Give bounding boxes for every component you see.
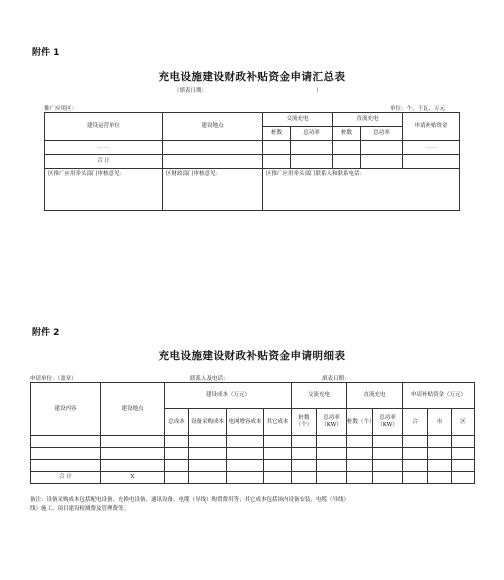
- fill-date-close: ）: [316, 88, 322, 94]
- header-ac-2: 交流充电: [292, 383, 347, 409]
- fill-date-label: （填表日期：: [174, 88, 208, 94]
- opinion-contact: 区推广应用牵头部门联系人和联系电话：: [263, 169, 460, 211]
- footnote: [30, 496, 474, 514]
- header-dc: 直流充电: [333, 113, 403, 127]
- applicant-label: 申请单位：（盖章）: [30, 376, 77, 382]
- header-location: 建设地点: [163, 113, 263, 141]
- placeholder-operator: ……: [45, 141, 163, 155]
- header-subsidy: 申请补贴资金: [403, 113, 460, 141]
- header-ac-count: 桩数: [263, 127, 291, 141]
- header-ac-power-2: 总功率（KW）: [317, 409, 347, 436]
- header-city: 市: [428, 409, 452, 436]
- attachment-1-label: 附件 1: [32, 48, 60, 58]
- detail-table: [30, 382, 475, 484]
- placeholder-subsidy: ……: [403, 141, 460, 155]
- header-total-cost: 总成本: [165, 409, 189, 436]
- fill-date-label-2: 填表日期：: [322, 376, 350, 382]
- header-dc-2: 直流充电: [347, 383, 403, 409]
- header-equip-cost: 设备采购成本: [189, 409, 227, 436]
- summary-table: [44, 112, 460, 211]
- header-grid-cost: 电网增容成本: [227, 409, 264, 436]
- header-dc-power-2: 总功率（KW）: [373, 409, 403, 436]
- header-total-subsidy: 合: [403, 409, 428, 436]
- unit-label: 单位：个、千瓦、万元: [390, 106, 446, 112]
- header-district: 区: [452, 409, 475, 436]
- footnote-line-2: 线）施工、项目建设检测费及管理费等。: [30, 506, 130, 512]
- total-row-mark: X: [101, 472, 165, 484]
- detail-table-title: 充电设施建设财政补贴资金申请明细表: [158, 350, 346, 362]
- opinion-finance-dept: 区财政部门审核意见：: [163, 169, 263, 211]
- header-operator: 建设运营单位: [45, 113, 163, 141]
- header-dc-power: 总功率: [361, 127, 403, 141]
- header-content: 建设内容: [31, 383, 101, 436]
- attachment-2-label: 附件 2: [32, 328, 60, 338]
- header-cost: 建设成本（万元）: [165, 383, 292, 409]
- header-dc-count: 桩数: [333, 127, 361, 141]
- total-row-label-2: 合 计: [31, 472, 101, 484]
- header-ac: 交流充电: [263, 113, 333, 127]
- header-ac-count-2: 桩数（个）: [292, 409, 317, 436]
- opinion-main-dept: 区推广应用牵头部门审核意见：: [45, 169, 163, 211]
- region-label: 推广应用区：: [44, 106, 78, 112]
- contact-label: 联系人及电话：: [190, 376, 229, 382]
- header-location-2: 建设地点: [101, 383, 165, 436]
- total-row-label: 合 计: [45, 155, 163, 169]
- footnote-line-1: 备注：设备采购成本包括配电设备、充换电设备、通讯设备、电缆（导线）购置费用等；其它成本包括场内设备安装、电缆（导线）: [30, 497, 350, 503]
- header-ac-power: 总功率: [291, 127, 333, 141]
- header-other-cost: 其它成本: [264, 409, 292, 436]
- header-subsidy-2: 申请补贴资金（万元）: [403, 383, 475, 409]
- header-dc-count-2: 桩数（个）: [347, 409, 373, 436]
- summary-table-title: 充电设施建设财政补贴资金申请汇总表: [158, 71, 346, 83]
